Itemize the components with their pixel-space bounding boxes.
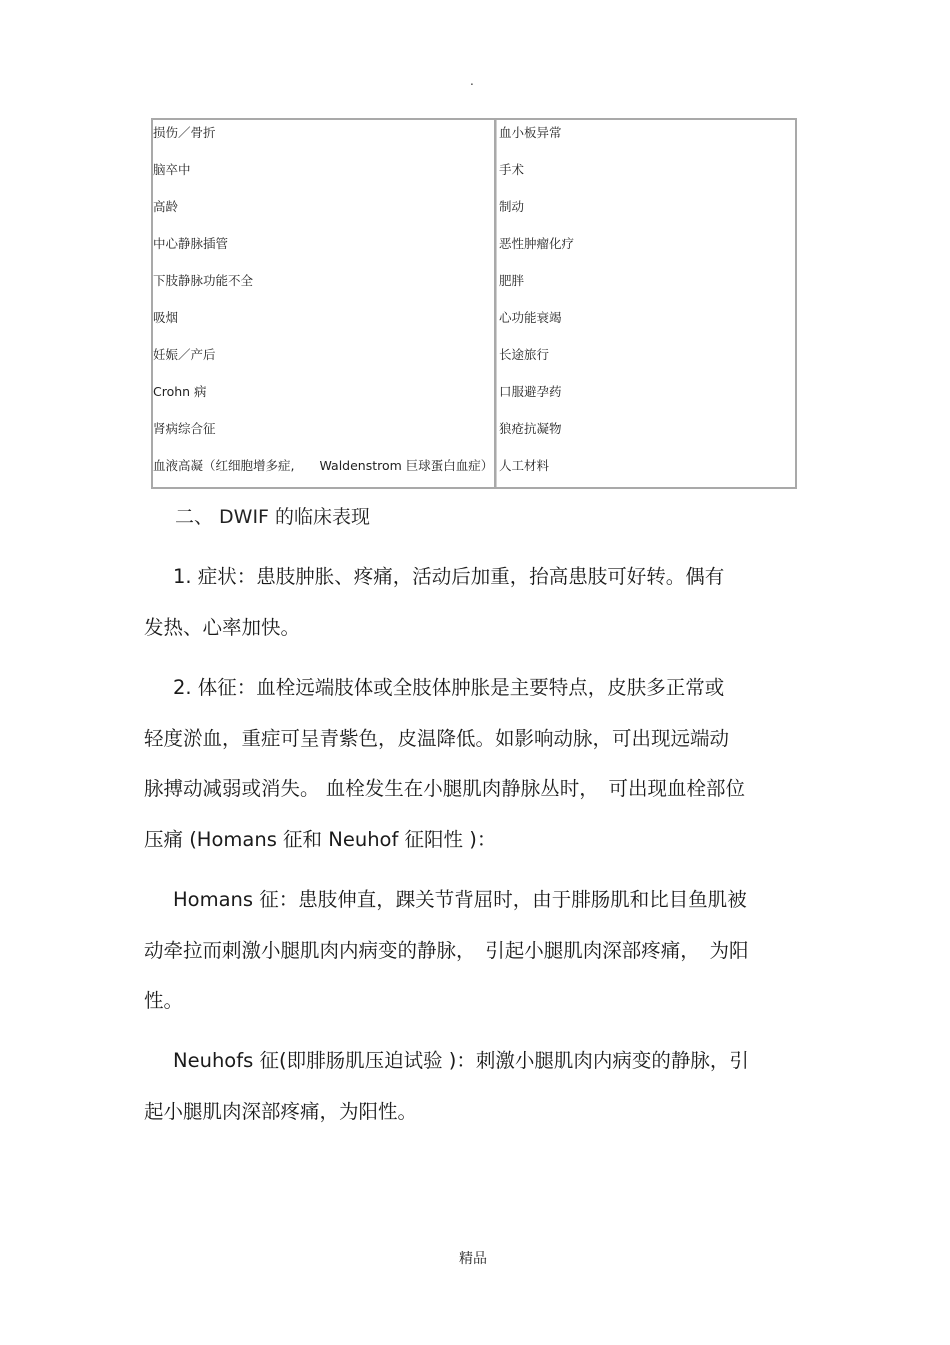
table-cell: 口服避孕药 [499, 384, 562, 399]
table-cell: 恶性肿瘤化疗 [499, 236, 575, 251]
table-cell: 手术 [499, 162, 525, 177]
table-cell: Crohn 病 [153, 384, 207, 399]
table-cell: 肥胖 [499, 273, 525, 288]
table-cell: 损伤／骨折 [153, 125, 216, 140]
risk-factor-table [151, 118, 797, 489]
table-cell: 吸烟 [153, 310, 179, 325]
paragraph-line: Neuhofs 征(即腓肠肌压迫试验 )：刺激小腿肌肉内病变的静脉，引 [173, 1049, 749, 1072]
paragraph-line: Homans 征：患肢伸直，踝关节背屈时，由于腓肠肌和比目鱼肌被 [173, 888, 747, 911]
paragraph-line: 2. 体征：血栓远端肢体或全肢体肿胀是主要特点，皮肤多正常或 [173, 676, 725, 699]
paragraph-line: 起小腿肌肉深部疼痛，为阳性。 [144, 1099, 418, 1123]
table-cell: 长途旅行 [499, 347, 550, 362]
footer-label: 精品 [459, 1251, 487, 1267]
paragraph-line: 性。 [144, 989, 184, 1012]
table-cell: 妊娠／产后 [153, 347, 216, 362]
table-left-column [153, 120, 496, 487]
paragraph-signs [144, 673, 809, 875]
table-cell: 脑卒中 [153, 162, 191, 177]
table-cell: 肾病综合征 [153, 421, 216, 436]
section-title: 二、 DWIF 的临床表现 [175, 506, 371, 528]
paragraph-line: 1. 症状：患肢肿胀、疼痛，活动后加重，抬高患肢可好转。偶有 [173, 565, 725, 588]
paragraph-line: 动牵拉而刺激小腿肌肉内病变的静脉， 引起小腿肌肉深部疼痛， 为阳 [144, 938, 749, 962]
table-cell: 血小板异常 [499, 125, 562, 140]
table-cell: 狼疮抗凝物 [499, 421, 562, 436]
paragraph-homans-sign [144, 885, 809, 1037]
header-mark: . [470, 74, 474, 88]
paragraph-neuhofs-sign [144, 1046, 809, 1147]
table-right-column [496, 120, 795, 487]
paragraph-line: 轻度淤血，重症可呈青紫色，皮温降低。如影响动脉，可出现远端动 [144, 726, 730, 750]
paragraph-line: 发热、心率加快。 [144, 615, 301, 639]
table-cell: 血液高凝（红细胞增多症, Waldenstrom 巨球蛋白血症） [153, 458, 494, 473]
table-cell: 人工材料 [499, 458, 550, 473]
table-cell: 中心静脉插管 [153, 236, 229, 251]
table-cell: 高龄 [153, 199, 179, 214]
table-cell: 心功能衰竭 [499, 310, 562, 325]
paragraph-line: 脉搏动减弱或消失。 血栓发生在小腿肌肉静脉丛时， 可出现血栓部位 [144, 777, 745, 800]
table-cell: 下肢静脉功能不全 [153, 273, 254, 288]
table-cell: 制动 [499, 199, 525, 214]
paragraph-line: 压痛 (Homans 征和 Neuhof 征阳性 )： [144, 827, 497, 851]
paragraph-symptoms [144, 562, 809, 663]
